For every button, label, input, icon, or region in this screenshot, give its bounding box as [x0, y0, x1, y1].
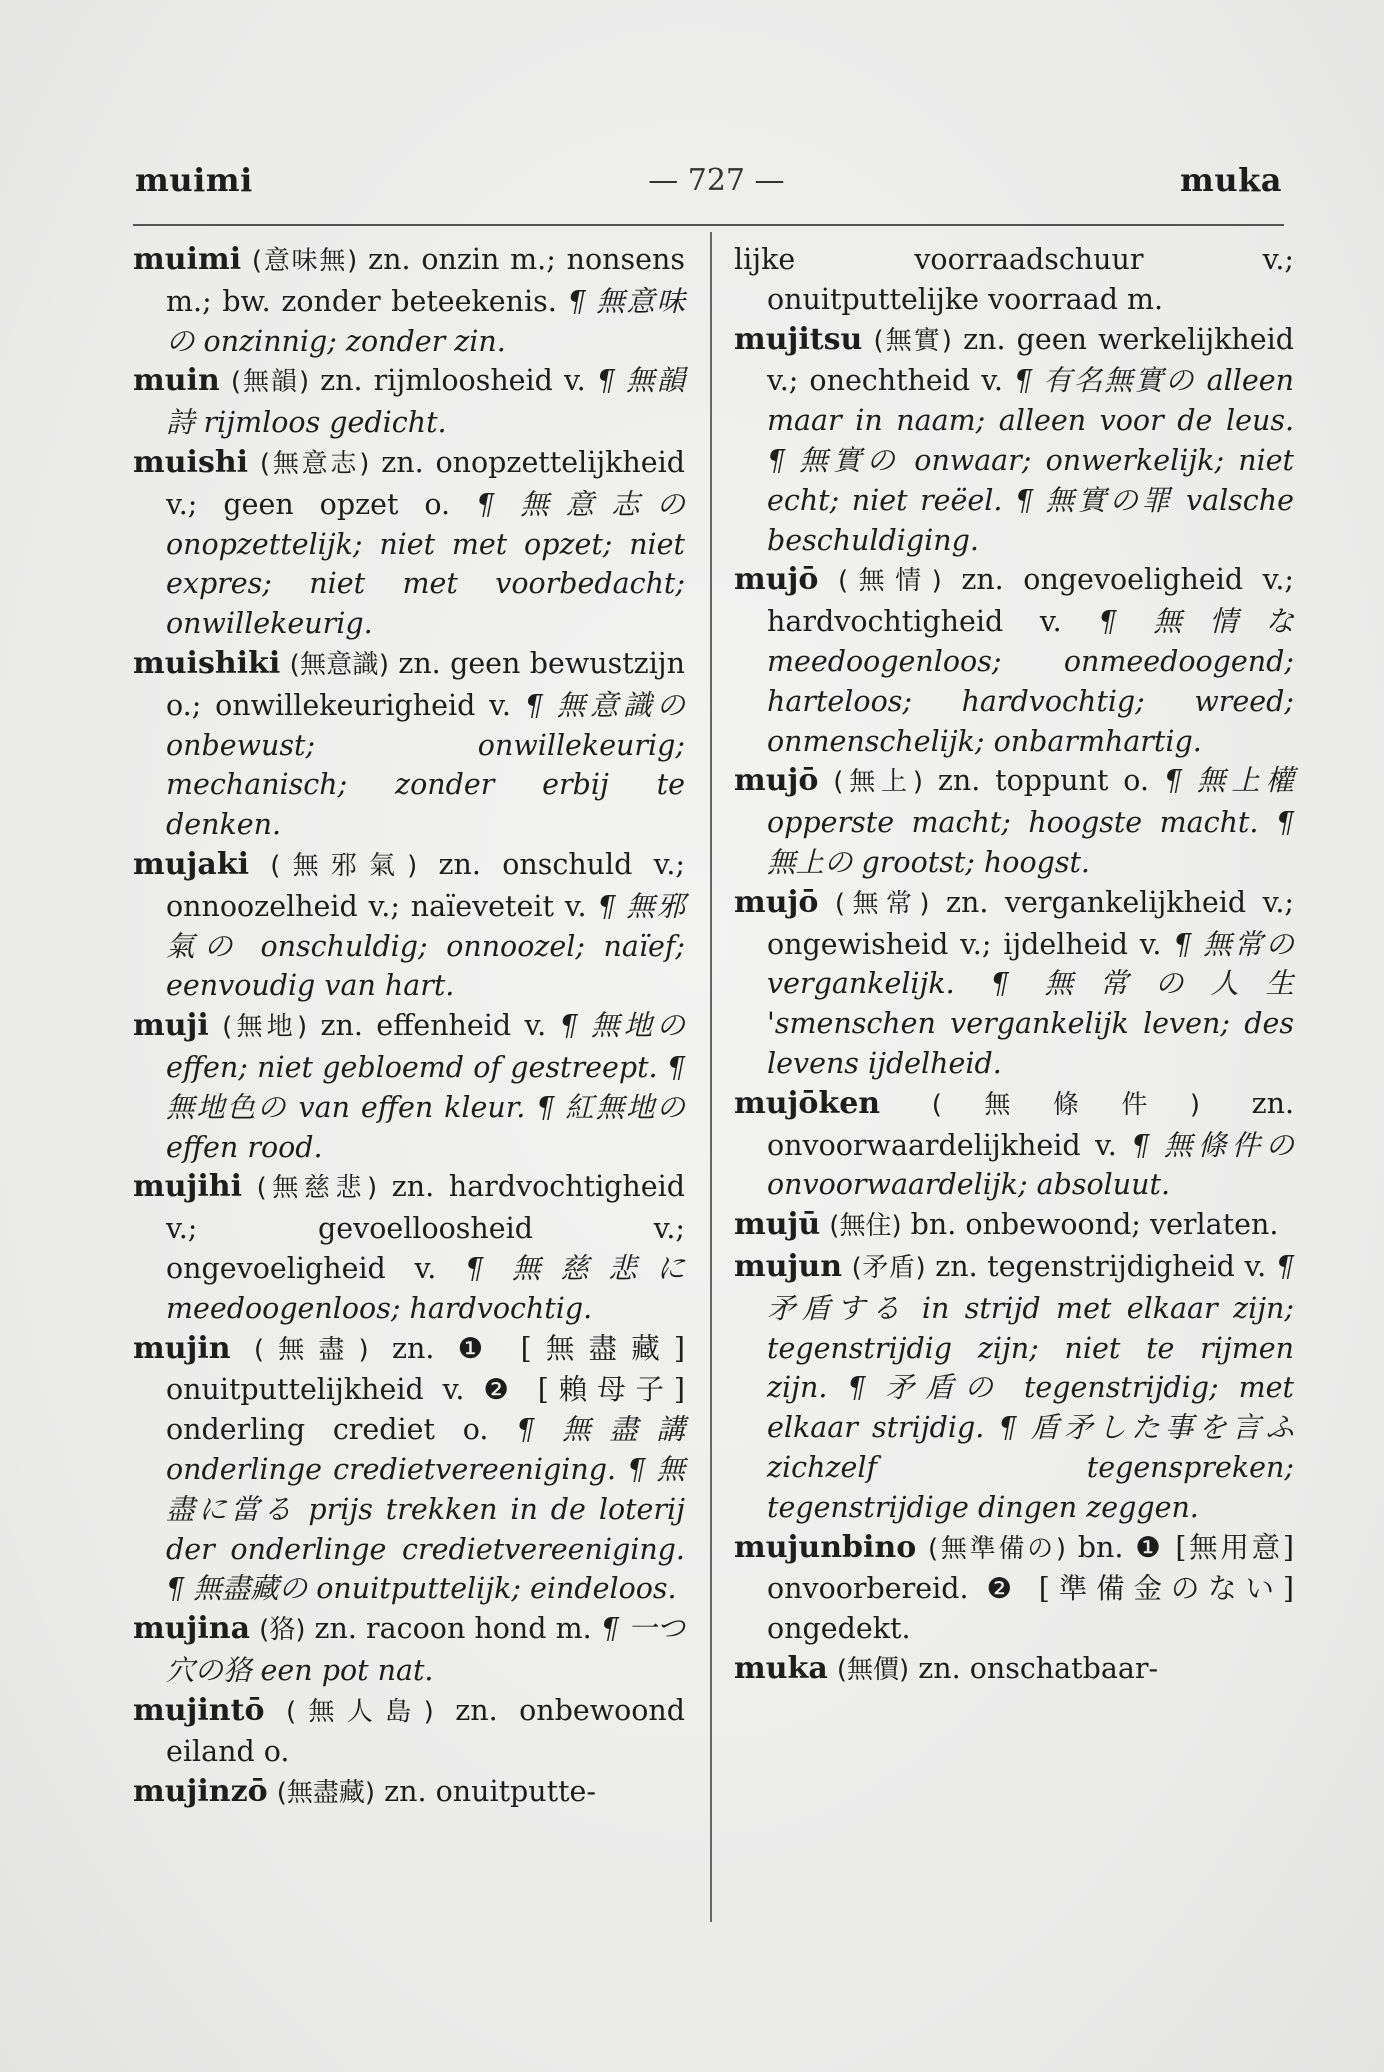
dictionary-entry: [734, 1649, 1294, 1691]
headword: muin: [133, 363, 220, 399]
headword: mujin: [133, 1330, 231, 1366]
headword: muimi: [133, 242, 242, 277]
examples: ¶ 一つ穴の狢 een pot nat.: [166, 1612, 685, 1687]
headword-kanji: (無上): [833, 767, 924, 798]
headword: muji: [133, 1008, 209, 1044]
dictionary-entry: [133, 1006, 685, 1167]
dictionary-entry: [734, 1084, 1294, 1205]
headword-kanji: (無意志): [259, 448, 370, 479]
dictionary-entry: [734, 1205, 1294, 1247]
headword: mujina: [133, 1611, 251, 1647]
dictionary-entry: [734, 1247, 1294, 1528]
definition: zn. geen bewustzijn o.; onwillekeurigheid v.: [166, 646, 686, 722]
examples: ¶ 無常の vergankelijk. ¶ 無常の人生 'smenschen vergankelijk leven; des levens ijdelheid.: [767, 927, 1294, 1080]
definition: zn. onschuld v.; onnoozelheid v.; naïeveteit v.: [166, 847, 686, 923]
definition: zn. onzin m.; nonsens m.; bw. zonder beteekenis.: [166, 243, 686, 318]
dictionary-entry: [133, 240, 685, 361]
examples: ¶ 無韻詩 rijmloos gedicht.: [166, 364, 685, 440]
examples: ¶ 無盡講 onderlinge credietvereeniging. ¶ 無盡に當る prijs trekken in de loterij der onderlinge credietvereeniging. ¶ 無盡藏の onuitputtelijk; eindeloos.: [166, 1413, 686, 1606]
examples: ¶ 無條件の onvoorwaardelijk; absoluut.: [767, 1128, 1294, 1202]
headword-kanji: (無地): [222, 1012, 308, 1043]
dictionary-entry: [133, 1329, 685, 1610]
headword: mujōken: [734, 1085, 881, 1121]
headword: mujitsu: [734, 321, 863, 357]
dictionary-entry: [133, 443, 685, 644]
headword: muishi: [133, 444, 249, 480]
definition: zn. ongevoeligheid v.; hardvochtigheid v.: [767, 563, 1295, 639]
definition: zn. onvoorwaardelijkheid v.: [767, 1086, 1295, 1162]
headword-kanji: (無邪氣): [270, 850, 418, 881]
page-number: — 727 —: [648, 162, 785, 198]
headword-kanji: (狢): [259, 1615, 306, 1646]
dictionary-entry: [133, 1772, 685, 1814]
dictionary-entry: [734, 240, 1294, 320]
headword: mujihi: [133, 1169, 243, 1205]
headword: muishiki: [133, 645, 281, 681]
dictionary-entry: [734, 883, 1294, 1084]
headword-kanji: (無準備の): [928, 1533, 1066, 1564]
dictionary-entry: [133, 1691, 685, 1773]
dictionary-entry: [734, 560, 1294, 761]
definition: zn. onuitputte-: [384, 1775, 597, 1809]
dictionary-entry: [734, 320, 1294, 561]
headword: mujō: [734, 884, 819, 920]
headword-kanji: (無實): [873, 325, 952, 356]
definition: bn. onbewoond; verlaten.: [910, 1208, 1279, 1242]
definition: zn. effenheid v.: [320, 1009, 547, 1043]
definition: zn. onbewoond eiland o.: [166, 1693, 686, 1769]
headword-kanji: (無盡): [253, 1334, 369, 1365]
definition: zn. ❶ [無盡藏] onuitputtelijkheid v. ❷ [賴母子] onderling crediet o.: [166, 1331, 686, 1447]
definition: zn. toppunt o.: [937, 764, 1150, 798]
examples: ¶ 無情な meedoogenloos; onmeedoogend; harteloos; hardvochtig; wreed; onmenschelijk; onbarmhartig.: [767, 605, 1294, 758]
dictionary-entry: [133, 644, 685, 845]
headword: mujō: [734, 562, 819, 598]
dictionary-entry: [734, 1528, 1294, 1649]
headword: muka: [734, 1650, 828, 1686]
definition: zn. tegenstrijdigheid v.: [935, 1249, 1267, 1283]
definition: bn. ❶ [無用意] onvoorbereid. ❷ [準備金のない] ongedekt.: [767, 1530, 1294, 1646]
definition: lijke voorraadschuur v.; onuitputtelijke voorraad m.: [734, 243, 1294, 316]
headword-kanji: (無條件): [931, 1089, 1200, 1120]
left-column: [133, 240, 685, 1814]
headword: mujō: [734, 763, 819, 799]
examples: ¶ 矛盾する in strijd met elkaar zijn; tegenstrijdig zijn; niet te rijmen zijn. ¶ 矛盾の tegenstrijdig; met elkaar strijdig. ¶ 盾矛した事を言ふ zichzelf tegenspreken; tegenstrijdige dingen zeggen.: [767, 1249, 1294, 1524]
dictionary-entry: [133, 1167, 685, 1328]
right-column: [734, 240, 1294, 1691]
examples: ¶ 無意味の onzinnig; zonder zin.: [166, 284, 686, 358]
headword-kanji: (無慈悲): [256, 1173, 378, 1204]
headword: mujaki: [133, 846, 250, 882]
examples: ¶ 無邪氣の onschuldig; onnoozel; naïef; eenvoudig van hart.: [166, 889, 685, 1003]
headword: mujun: [734, 1248, 843, 1284]
examples: ¶ 無上權 opperste macht; hoogste macht. ¶ 無上の grootst; hoogst.: [767, 764, 1295, 879]
headword-kanji: (無人島): [285, 1696, 434, 1727]
definition: zn. rijmloosheid v.: [320, 364, 586, 398]
dictionary-entry: [734, 761, 1294, 882]
dictionary-entry: [133, 845, 685, 1006]
headword-kanji: (無盡藏): [276, 1778, 376, 1809]
headword-kanji: (無韻): [230, 367, 310, 398]
definition: zn. onschatbaar-: [918, 1651, 1159, 1685]
headword: mujinzō: [133, 1774, 268, 1810]
column-divider: [710, 232, 712, 1922]
definition: zn. racoon hond m.: [314, 1612, 592, 1646]
examples: ¶ 無地の effen; niet gebloemd of gestreept. ¶ 無地色の van effen kleur. ¶ 紅無地の effen rood.: [166, 1009, 685, 1164]
headword: mujintō: [133, 1692, 265, 1728]
headword: mujū: [734, 1207, 821, 1243]
headword-kanji: (無常): [834, 888, 930, 919]
examples: ¶ 有名無實の alleen maar in naam; alleen voor de leus. ¶ 無實の onwaar; onwerkelijk; niet echt; niet reëel. ¶ 無實の罪 valsche beschuldiging.: [767, 364, 1294, 557]
dictionary-entry: [133, 361, 685, 443]
definition: zn. geen werkelijkheid v.; onechtheid v.: [767, 322, 1295, 398]
headword-kanji: (無價): [836, 1654, 910, 1685]
header-rule: [133, 224, 1284, 226]
examples: ¶ 無意志の onopzettelijk; niet met opzet; niet expres; niet met voorbedacht; onwillekeurig.: [166, 487, 685, 641]
dictionary-entry: [133, 1609, 685, 1691]
headword-kanji: (意味無): [251, 246, 358, 276]
headword-kanji: (矛盾): [851, 1252, 926, 1283]
definition: zn. hardvochtigheid v.; gevoelloosheid v.; ongevoeligheid v.: [166, 1170, 686, 1285]
examples: ¶ 無意識の onbewust; onwillekeurig; mechanisch; zonder erbij te denken.: [166, 688, 685, 842]
headword-kanji: (無住): [829, 1211, 902, 1242]
running-header: [135, 158, 1282, 202]
left-guide-word: muimi: [135, 161, 253, 199]
headword-kanji: (無意識): [289, 649, 389, 680]
definition: zn. vergankelijkheid v.; ongewisheid v.; ijdelheid v.: [767, 885, 1295, 961]
headword: mujunbino: [734, 1529, 917, 1565]
examples: ¶ 無慈悲に meedoogenloos; hardvochtig.: [166, 1251, 685, 1325]
definition: zn. onopzettelijkheid v.; geen opzet o.: [166, 445, 686, 521]
right-guide-word: muka: [1179, 161, 1282, 199]
headword-kanji: (無情): [837, 566, 942, 597]
